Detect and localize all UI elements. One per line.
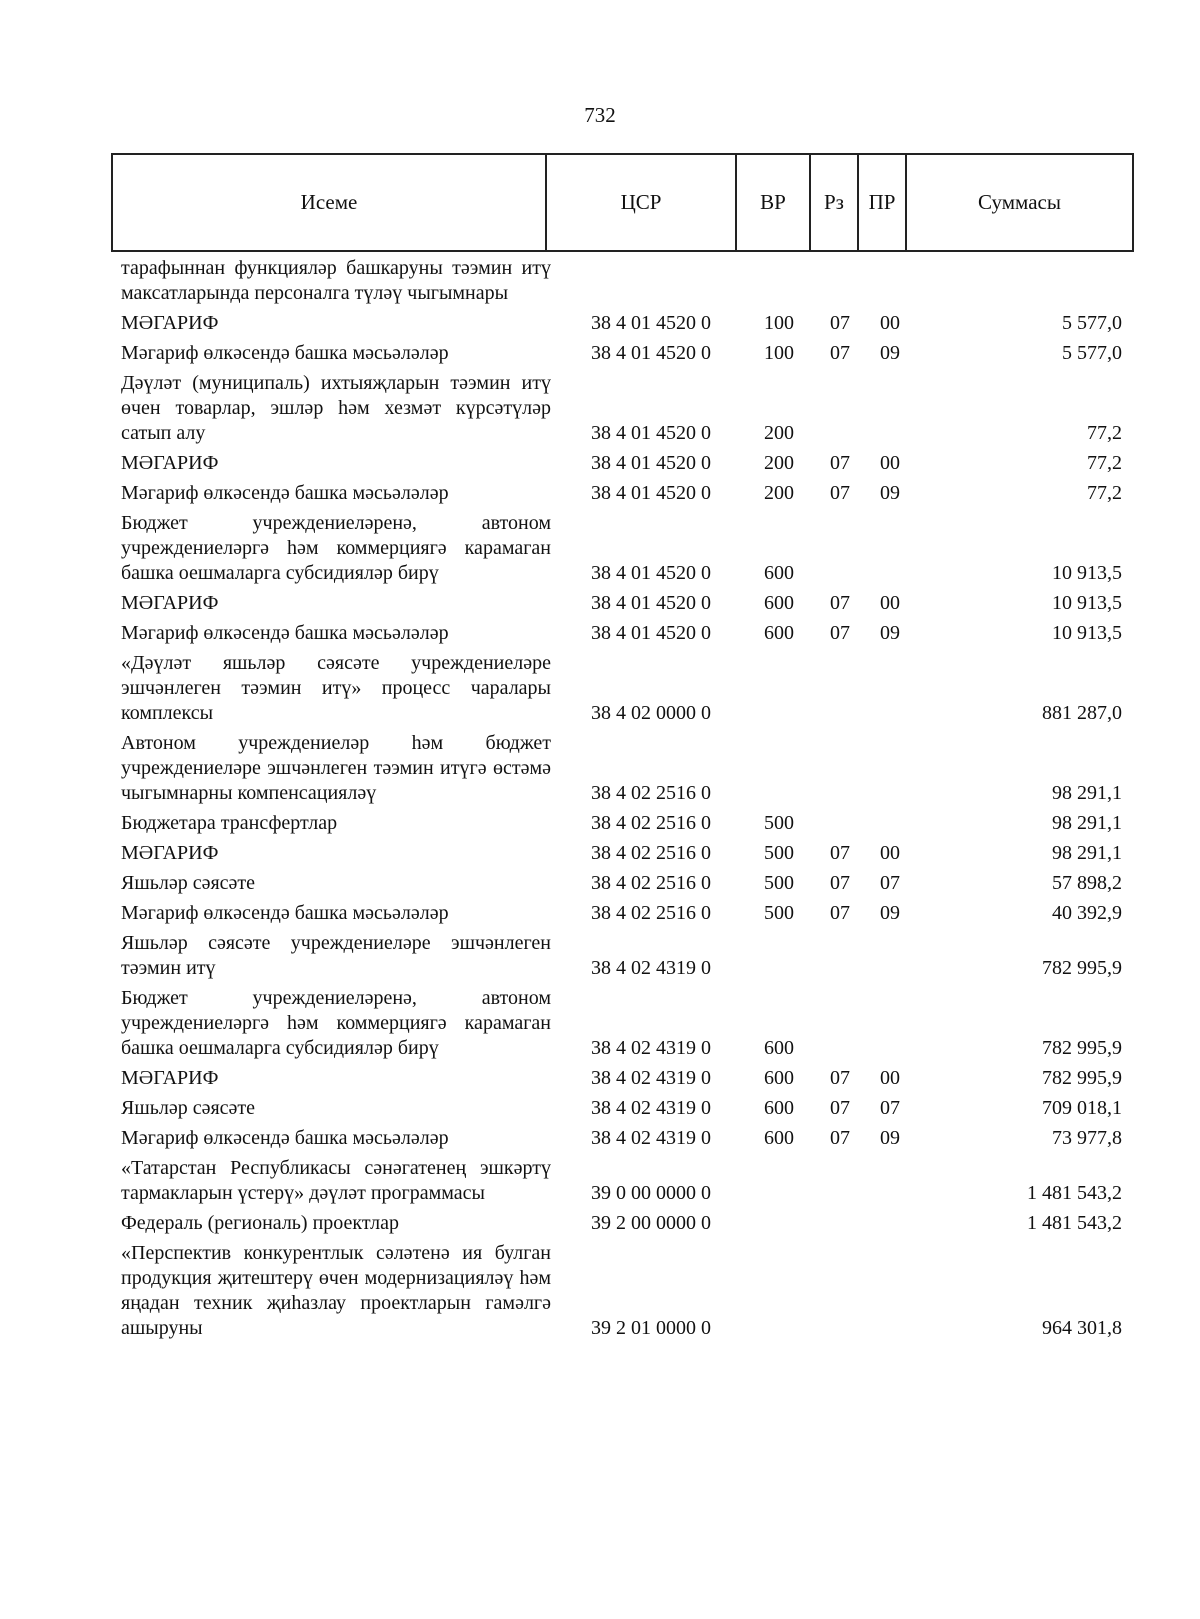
column-header-name: Исеме xyxy=(112,154,546,251)
row-csr: 38 4 02 2516 0 xyxy=(591,842,711,864)
row-sum: 57 898,2 xyxy=(1052,872,1122,894)
table-row xyxy=(111,1126,1132,1156)
row-rz: 07 xyxy=(830,842,850,864)
row-rz: 07 xyxy=(830,592,850,614)
row-csr: 38 4 02 4319 0 xyxy=(591,1037,711,1059)
row-csr: 38 4 02 4319 0 xyxy=(591,1097,711,1119)
row-sum: 98 291,1 xyxy=(1052,842,1122,864)
row-csr: 39 0 00 0000 0 xyxy=(591,1182,711,1204)
page-number: 732 xyxy=(584,103,616,127)
row-rz: 07 xyxy=(830,312,850,334)
row-vr: 500 xyxy=(764,902,794,924)
row-sum: 10 913,5 xyxy=(1052,562,1122,584)
row-rz: 07 xyxy=(830,872,850,894)
row-name: Мәгариф өлкәсендә башка мәсьәләләр xyxy=(121,342,449,364)
row-sum: 10 913,5 xyxy=(1052,592,1122,614)
table-row xyxy=(111,811,1132,841)
row-sum: 1 481 543,2 xyxy=(1027,1212,1122,1234)
table-row xyxy=(111,901,1132,931)
row-name: Бюджет учреждениеләренә, автоном учреждениеләргә һәм коммерциягә карамаган башка оешмаларга субсидияләр бирү xyxy=(121,987,551,1059)
row-vr: 600 xyxy=(764,592,794,614)
row-pr: 07 xyxy=(880,872,900,894)
row-name: Федераль (региональ) проектлар xyxy=(121,1212,399,1234)
row-sum: 782 995,9 xyxy=(1042,1067,1122,1089)
column-header-rz: Рз xyxy=(810,154,858,251)
row-rz: 07 xyxy=(830,622,850,644)
table-row xyxy=(111,451,1132,481)
column-header-csr: ЦСР xyxy=(546,154,736,251)
table-row xyxy=(111,651,1132,731)
row-pr: 00 xyxy=(880,1067,900,1089)
row-csr: 38 4 01 4520 0 xyxy=(591,482,711,504)
table-row xyxy=(111,1096,1132,1126)
row-csr: 38 4 02 4319 0 xyxy=(591,1127,711,1149)
row-rz: 07 xyxy=(830,452,850,474)
row-name: МӘГАРИФ xyxy=(121,452,219,474)
row-csr: 38 4 01 4520 0 xyxy=(591,592,711,614)
row-name: МӘГАРИФ xyxy=(121,592,219,614)
row-sum: 782 995,9 xyxy=(1042,1037,1122,1059)
table-row xyxy=(111,1066,1132,1096)
row-pr: 07 xyxy=(880,1097,900,1119)
row-pr: 00 xyxy=(880,312,900,334)
table-body xyxy=(111,256,1132,1346)
table-row xyxy=(111,511,1132,591)
row-name: Яшьләр сәясәте xyxy=(121,1097,256,1119)
row-vr: 100 xyxy=(764,342,794,364)
row-sum: 98 291,1 xyxy=(1052,812,1122,834)
row-csr: 38 4 02 4319 0 xyxy=(591,1067,711,1089)
table-row xyxy=(111,341,1132,371)
row-csr: 38 4 01 4520 0 xyxy=(591,622,711,644)
row-name: Мәгариф өлкәсендә башка мәсьәләләр xyxy=(121,1127,449,1149)
row-name: «Татарстан Республикасы сәнәгатенең эшкәртү тармакларын үстерү» дәүләт программасы xyxy=(121,1157,551,1204)
row-pr: 00 xyxy=(880,592,900,614)
row-csr: 38 4 01 4520 0 xyxy=(591,562,711,584)
table-header xyxy=(111,153,1134,252)
table-row xyxy=(111,1211,1132,1241)
row-rz: 07 xyxy=(830,482,850,504)
row-name: Бюджетара трансфертлар xyxy=(121,812,338,834)
row-csr: 38 4 02 4319 0 xyxy=(591,957,711,979)
row-vr: 600 xyxy=(764,622,794,644)
row-name: Мәгариф өлкәсендә башка мәсьәләләр xyxy=(121,902,449,924)
row-name: Автоном учреждениеләр һәм бюджет учреждениеләре эшчәнлеген тәэмин итүгә өстәмә чыгымнарны компенсацияләү xyxy=(121,732,551,804)
row-sum: 881 287,0 xyxy=(1042,702,1122,724)
table-row xyxy=(111,256,1132,311)
row-name: «Перспектив конкурентлык сәләтенә ия булган продукция җитештерү өчен модернизацияләү һәм яңадан техник җиһазлау проектларын гамәлгә ашыруны xyxy=(121,1242,551,1339)
row-rz: 07 xyxy=(830,1127,850,1149)
row-vr: 500 xyxy=(764,842,794,864)
row-name: МӘГАРИФ xyxy=(121,312,219,334)
row-pr: 09 xyxy=(880,902,900,924)
row-csr: 38 4 01 4520 0 xyxy=(591,422,711,444)
row-vr: 600 xyxy=(764,1067,794,1089)
row-sum: 10 913,5 xyxy=(1052,622,1122,644)
row-vr: 200 xyxy=(764,452,794,474)
row-csr: 38 4 02 0000 0 xyxy=(591,702,711,724)
row-vr: 600 xyxy=(764,1097,794,1119)
table-row xyxy=(111,1156,1132,1211)
row-rz: 07 xyxy=(830,1067,850,1089)
table-row xyxy=(111,591,1132,621)
row-sum: 98 291,1 xyxy=(1052,782,1122,804)
row-pr: 00 xyxy=(880,452,900,474)
row-csr: 38 4 02 2516 0 xyxy=(591,902,711,924)
table-row xyxy=(111,931,1132,986)
row-pr: 00 xyxy=(880,842,900,864)
column-header-pr: ПР xyxy=(858,154,906,251)
table-row xyxy=(111,986,1132,1066)
row-vr: 600 xyxy=(764,1037,794,1059)
table-row xyxy=(111,731,1132,811)
row-name: Яшьләр сәясәте xyxy=(121,872,256,894)
row-csr: 38 4 02 2516 0 xyxy=(591,872,711,894)
row-name: «Дәүләт яшьләр сәясәте учреждениеләре эшчәнлеген тәэмин итү» процесс чаралары комплексы xyxy=(121,652,551,724)
row-vr: 100 xyxy=(764,312,794,334)
row-vr: 600 xyxy=(764,1127,794,1149)
row-csr: 38 4 02 2516 0 xyxy=(591,782,711,804)
row-rz: 07 xyxy=(830,1097,850,1119)
table-row xyxy=(111,481,1132,511)
table-row xyxy=(111,371,1132,451)
row-name: тарафыннан функцияләр башкаруны тәэмин итү максатларында персоналга түләү чыгымнары xyxy=(121,257,551,304)
row-vr: 600 xyxy=(764,562,794,584)
row-name: Мәгариф өлкәсендә башка мәсьәләләр xyxy=(121,622,449,644)
row-rz: 07 xyxy=(830,902,850,924)
row-sum: 5 577,0 xyxy=(1062,312,1122,334)
row-name: Бюджет учреждениеләренә, автоном учреждениеләргә һәм коммерциягә карамаган башка оешмаларга субсидияләр бирү xyxy=(121,512,551,584)
table-row xyxy=(111,1241,1132,1346)
row-vr: 500 xyxy=(764,812,794,834)
row-rz: 07 xyxy=(830,342,850,364)
table-row xyxy=(111,841,1132,871)
column-header-vr: ВР xyxy=(736,154,810,251)
table-row xyxy=(111,871,1132,901)
row-vr: 200 xyxy=(764,422,794,444)
row-name: Мәгариф өлкәсендә башка мәсьәләләр xyxy=(121,482,449,504)
row-name: МӘГАРИФ xyxy=(121,1067,219,1089)
row-name: Яшьләр сәясәте учреждениеләре эшчәнлеген тәэмин итү xyxy=(121,932,551,979)
row-sum: 782 995,9 xyxy=(1042,957,1122,979)
row-name: Дәүләт (муниципаль) ихтыяҗларын тәэмин итү өчен товарлар, эшләр һәм хезмәт күрсәтүләр сатып алу xyxy=(121,372,551,444)
row-csr: 39 2 00 0000 0 xyxy=(591,1212,711,1234)
row-sum: 709 018,1 xyxy=(1042,1097,1122,1119)
row-csr: 38 4 01 4520 0 xyxy=(591,452,711,474)
row-name: МӘГАРИФ xyxy=(121,842,219,864)
row-pr: 09 xyxy=(880,622,900,644)
column-header-sum: Суммасы xyxy=(906,154,1133,251)
row-vr: 200 xyxy=(764,482,794,504)
row-sum: 77,2 xyxy=(1087,422,1122,444)
table-row xyxy=(111,621,1132,651)
table-row xyxy=(111,311,1132,341)
row-csr: 38 4 01 4520 0 xyxy=(591,312,711,334)
row-csr: 38 4 02 2516 0 xyxy=(591,812,711,834)
row-csr: 39 2 01 0000 0 xyxy=(591,1317,711,1339)
row-sum: 73 977,8 xyxy=(1052,1127,1122,1149)
row-sum: 40 392,9 xyxy=(1052,902,1122,924)
row-vr: 500 xyxy=(764,872,794,894)
row-csr: 38 4 01 4520 0 xyxy=(591,342,711,364)
row-pr: 09 xyxy=(880,482,900,504)
row-pr: 09 xyxy=(880,342,900,364)
row-sum: 77,2 xyxy=(1087,482,1122,504)
row-sum: 77,2 xyxy=(1087,452,1122,474)
row-sum: 5 577,0 xyxy=(1062,342,1122,364)
row-pr: 09 xyxy=(880,1127,900,1149)
row-sum: 964 301,8 xyxy=(1042,1317,1122,1339)
row-sum: 1 481 543,2 xyxy=(1027,1182,1122,1204)
